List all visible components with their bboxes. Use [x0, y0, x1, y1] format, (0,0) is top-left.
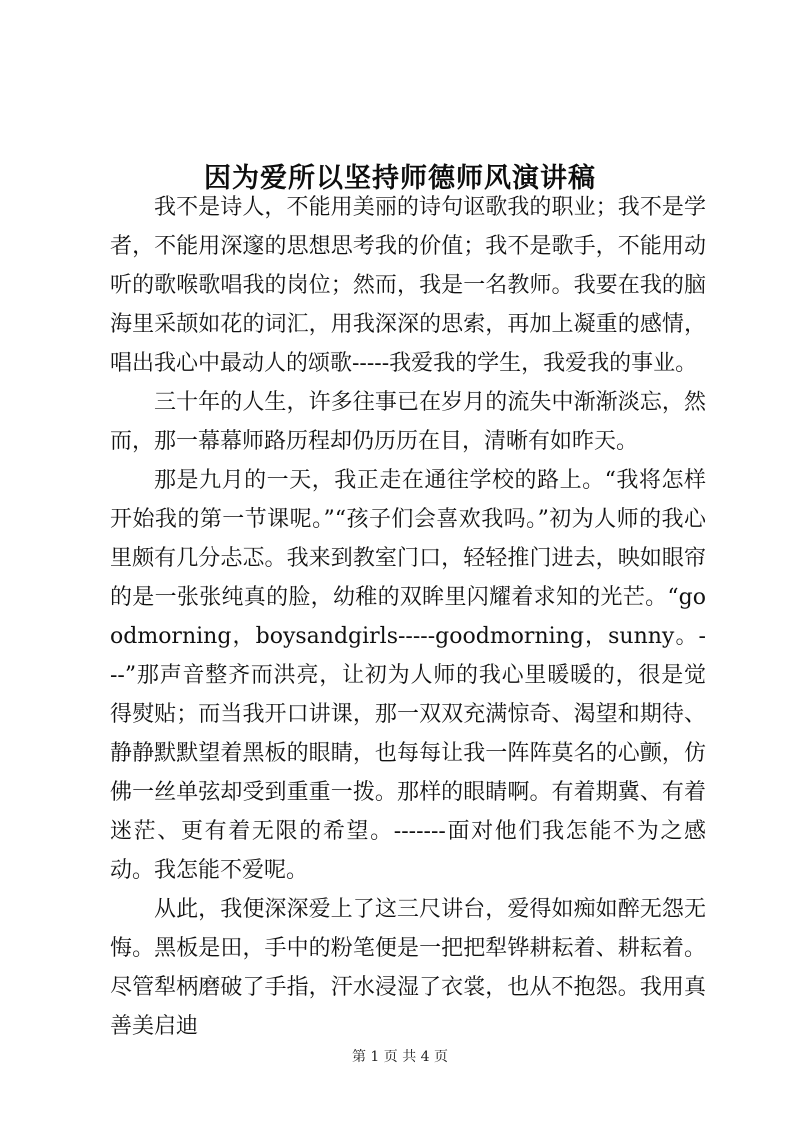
paragraph-love-podium: 从此，我便深深爱上了这三尺讲台，爱得如痴如醉无怨无悔。黑板是田，手中的粉笔便是一把把犁铧耕耘着、耕耘着。尽管犁柄磨破了手指，汗水浸湿了衣裳，也从不抱怨。我用真善美启迪	[110, 897, 706, 1039]
paragraph-intro: 我不是诗人，不能用美丽的诗句讴歌我的职业；我不是学者，不能用深邃的思想思考我的价值；我不是歌手，不能用动听的歌喉歌唱我的岗位；然而，我是一名教师。我要在我的脑海里采颉如花的词汇，用我深深的思索，再加上凝重的感情，唱出我心中最动人的颂歌-----我爱我的学生，我爱我的事业。	[110, 195, 706, 376]
document-title: 因为爱所以坚持师德师风演讲稿	[204, 163, 596, 195]
document-body	[110, 188, 706, 1046]
paragraph-first-class: 那是九月的一天，我正走在通往学校的路上。“我将怎样开始我的第一节课呢。”“孩子们会喜欢我吗。”初为人师的我心里颇有几分忐忑。我来到教室门口，轻轻推门进去，映如眼帘的是一张张纯真的脸，幼稚的双眸里闪耀着求知的光芒。“goodmorning，boysandgirls-----goodmorning，sunny。---”那声音整齐而洪亮，让初为人师的我心里暖暖的，很是觉得熨贴；而当我开口讲课，那一双双充满惊奇、渴望和期待、静静默默望着黑板的眼睛，也每每让我一阵阵莫名的心颤，仿佛一丝单弦却受到重重一拨。那样的眼睛啊。有着期冀、有着迷茫、更有着无限的希望。-------面对他们我怎能不为之感动。我怎能不爱呢。	[110, 468, 706, 883]
page-footer: 第 1 页 共 4 页	[351, 1049, 449, 1065]
paragraph-memories: 三十年的人生，许多往事已在岁月的流失中渐渐淡忘，然而，那一幕幕师路历程却仍历历在目，清晰有如昨天。	[110, 390, 706, 454]
